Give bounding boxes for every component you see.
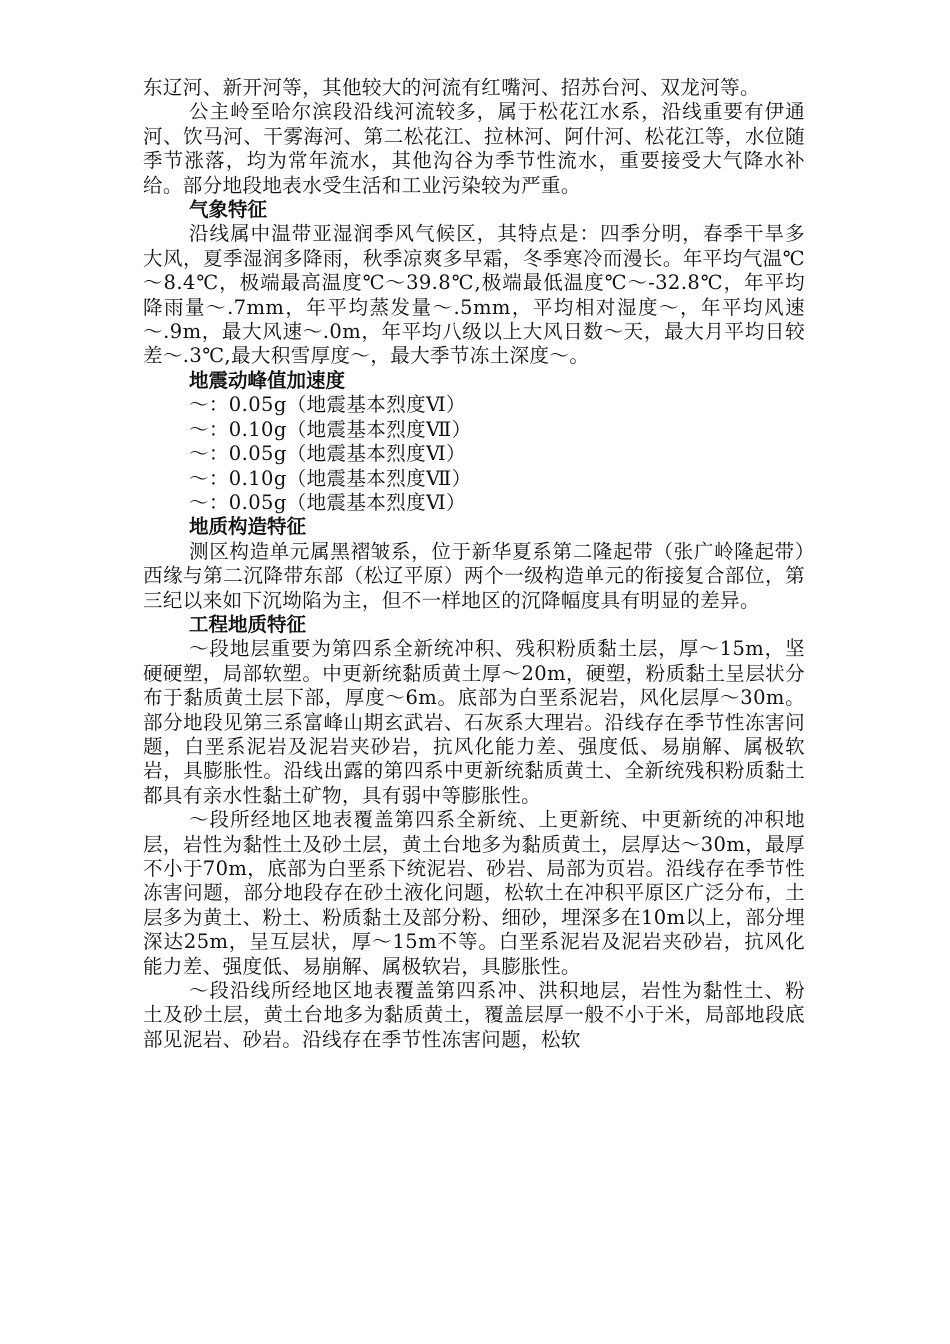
seismic-item: ～：0.10g（地震基本烈度Ⅶ）: [189, 417, 472, 441]
paragraph-geology: 测区构造单元属黑褶皱系，位于新华夏系第二隆起带（张广岭隆起带）西缘与第二沉降带东部（松辽平原）两个一级构造单元的衔接复合部位，第三纪以来如下沉坳陷为主，但不一样地区的沉降幅度具有明显的差异。: [143, 539, 805, 612]
paragraph-engineering-3: ～段沿线所经地区地表覆盖第四系冲、洪积地层，岩性为黏性土、粉土及砂土层，黄土台地多为黏质黄土，覆盖层厚一般不小于米，局部地段底部见泥岩、砂岩。沿线存在季节性冻害问题，松软: [143, 979, 805, 1051]
paragraph-engineering-1: ～段地层重要为第四系全新统冲积、残积粉质黏土层，厚～15m，坚硬硬塑，局部软塑。中更新统黏质黄土厚～20m，硬塑，粉质黏土呈层状分布于黏质黄土层下部，厚度～6m。底部为白垩系泥岩，风化层厚～30m。部分地段见第三系富峰山期玄武岩、石灰系大理岩。沿线存在季节性冻害问题，白垩系泥岩及泥岩夹砂岩，抗风化能力差、强度低、易崩解、属极软岩，具膨胀性。沿线出露的第四系中更新统黏质黄土、全新统残积粉质黏土都具有亲水性黏土矿物，具有弱中等膨胀性。: [143, 637, 805, 807]
document-page: [143, 76, 805, 1052]
paragraph-rivers-continued: 东辽河、新开河等，其他较大的河流有红嘴河、招苏台河、双龙河等。: [143, 76, 760, 99]
seismic-item: ～：0.05g（地震基本烈度Ⅵ）: [189, 490, 466, 514]
seismic-item: ～：0.05g（地震基本烈度Ⅵ）: [189, 442, 466, 466]
paragraph-songhua-rivers: 公主岭至哈尔滨段沿线河流较多，属于松花江水系，沿线重要有伊通河、饮马河、干雾海河、第二松花江、拉林河、阿什河、松花江等，水位随季节涨落，均为常年流水，其他沟谷为季节性流水，重要接受大气降水补给。部分地段地表水受生活和工业污染较为严重。: [143, 100, 805, 197]
paragraph-engineering-2: ～段所经地区地表覆盖第四系全新统、上更新统、中更新统的冲积地层，岩性为黏性土及砂土层，黄土台地多为黏质黄土，层厚达～30m，最厚不小于70m，底部为白垩系下统泥岩、砂岩、局部为页岩。沿线存在季节性冻害问题，部分地段存在砂土液化问题，松软土在冲积平原区广泛分布，土层多为黄土、粉土、粉质黏土及部分粉、细砂，埋深多在10m以上，部分埋深达25m，呈互层状，厚～15m不等。白垩系泥岩及泥岩夹砂岩，抗风化能力差、强度低、易崩解、属极软岩，具膨胀性。: [143, 808, 805, 978]
paragraph-weather: 沿线属中温带亚湿润季风气候区，其特点是：四季分明，春季干旱多大风，夏季湿润多降雨，秋季凉爽多早霜，冬季寒冷而漫长。年平均气温℃～8.4℃，极端最高温度℃～39.8℃,极端最低温度℃～-32.8℃，年平均降雨量～.7mm，年平均蒸发量～.5mm，平均相对湿度～，年平均风速～.9m，最大风速～.0m，年平均八级以上大风日数～天，最大月平均日较差～.3℃,最大积雪厚度～，最大季节冻土深度～。: [143, 222, 805, 368]
heading-seismic: 地震动峰值加速度: [189, 368, 346, 392]
seismic-item: ～：0.10g（地震基本烈度Ⅶ）: [189, 466, 472, 490]
heading-geology: 地质构造特征: [189, 515, 307, 539]
heading-weather: 气象特征: [189, 198, 268, 222]
heading-engineering: 工程地质特征: [189, 612, 307, 636]
seismic-item: ～：0.05g（地震基本烈度Ⅵ）: [189, 393, 466, 417]
